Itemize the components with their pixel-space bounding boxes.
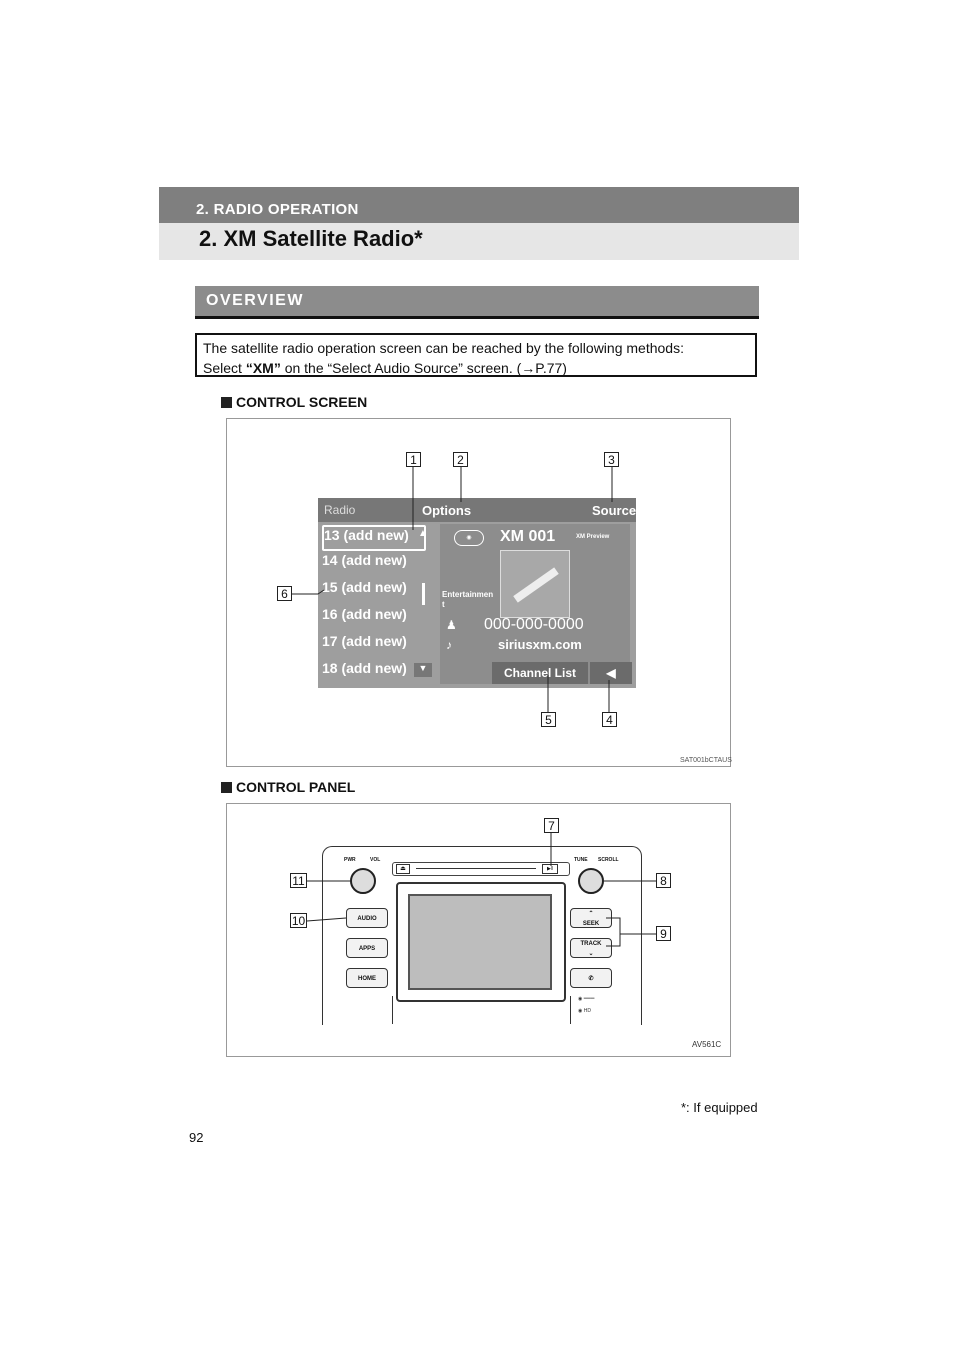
figure-code: AV561C [692, 1040, 722, 1049]
track-down-button[interactable]: TRACK ⌄ [570, 938, 612, 958]
page-title: 2. XM Satellite Radio* [199, 226, 423, 251]
preset-button[interactable]: 14 (add new) [322, 552, 407, 568]
apps-button[interactable]: APPS [346, 938, 388, 958]
seek-up-button[interactable]: ⌃ SEEK [570, 908, 612, 928]
scroll-up-icon[interactable]: ▲ [418, 528, 428, 539]
callout-7: 7 [544, 818, 559, 833]
channel-list-button[interactable]: Channel List [492, 662, 588, 684]
play-pause-button[interactable]: ▶‖ [542, 864, 558, 874]
callout-11: 11 [290, 873, 307, 888]
song-text: siriusxm.com [498, 637, 582, 652]
hd-radio-badge-icon: ◉ HD [578, 1008, 591, 1014]
intro-line-1: The satellite radio operation screen can be reached by the following methods: [203, 340, 684, 356]
pwr-label: PWR [344, 857, 356, 863]
music-note-icon: ♪ [446, 638, 452, 652]
sirius-badge-icon: ◉ ═══ [578, 996, 595, 1002]
preset-button[interactable]: 16 (add new) [322, 606, 407, 622]
scroll-label: SCROLL [598, 857, 619, 863]
eject-button[interactable]: ⏏ [396, 864, 410, 874]
category-name: Entertainmen t [442, 590, 494, 609]
chapter-title: 2. RADIO OPERATION [196, 201, 359, 218]
sirius-logo-icon: ◉ [454, 530, 484, 546]
preset-button[interactable]: 15 (add new) [322, 579, 407, 595]
callout-5: 5 [541, 712, 556, 727]
source-button[interactable]: Source [592, 503, 637, 518]
options-button[interactable]: Options [422, 503, 472, 518]
preset-button[interactable]: 18 (add new) [322, 660, 407, 676]
vol-label: VOL [370, 857, 381, 863]
callout-2: 2 [453, 452, 468, 467]
audio-button[interactable]: AUDIO [346, 908, 388, 928]
home-button[interactable]: HOME [346, 968, 388, 988]
tune-label: TUNE [574, 857, 588, 863]
artist-text: 000-000-0000 [484, 616, 584, 633]
chevron-down-icon: ⌄ [588, 951, 594, 957]
artist-icon: ♟ [446, 618, 457, 632]
callout-1: 1 [406, 452, 421, 467]
callout-3: 3 [604, 452, 619, 467]
preset-button[interactable]: 13 (add new) [322, 525, 426, 551]
scroll-down-icon[interactable]: ▼ [414, 663, 432, 677]
screen-title: Radio [324, 503, 356, 517]
overview-heading: OVERVIEW [206, 292, 304, 309]
control-screen-heading-text: CONTROL SCREEN [236, 394, 368, 410]
callout-4: 4 [602, 712, 617, 727]
callout-6: 6 [277, 586, 292, 601]
callout-8: 8 [656, 873, 671, 888]
figure-code: SAT001bCTAUS [680, 757, 732, 764]
channel-number: XM 001 [500, 528, 556, 545]
chevron-up-icon: ⌃ [588, 911, 594, 917]
channel-name: XM Preview [576, 534, 610, 540]
callout-9: 9 [656, 926, 671, 941]
intro-rest: on the “Select Audio Source” screen. ( [280, 360, 522, 376]
intro-select: Select [203, 360, 246, 376]
phone-icon: ✆ [588, 976, 594, 982]
footnote: *: If equipped [681, 1100, 758, 1115]
intro-xm: “XM” [245, 360, 281, 376]
arrow-icon: → [521, 360, 536, 376]
page-reference[interactable]: P.77) [535, 360, 567, 376]
control-panel-heading-text: CONTROL PANEL [236, 779, 356, 795]
callout-10: 10 [291, 914, 306, 928]
sound-button[interactable]: ◀ Sound [590, 662, 632, 684]
page-number: 92 [189, 1130, 204, 1145]
preset-button[interactable]: 17 (add new) [322, 633, 407, 649]
